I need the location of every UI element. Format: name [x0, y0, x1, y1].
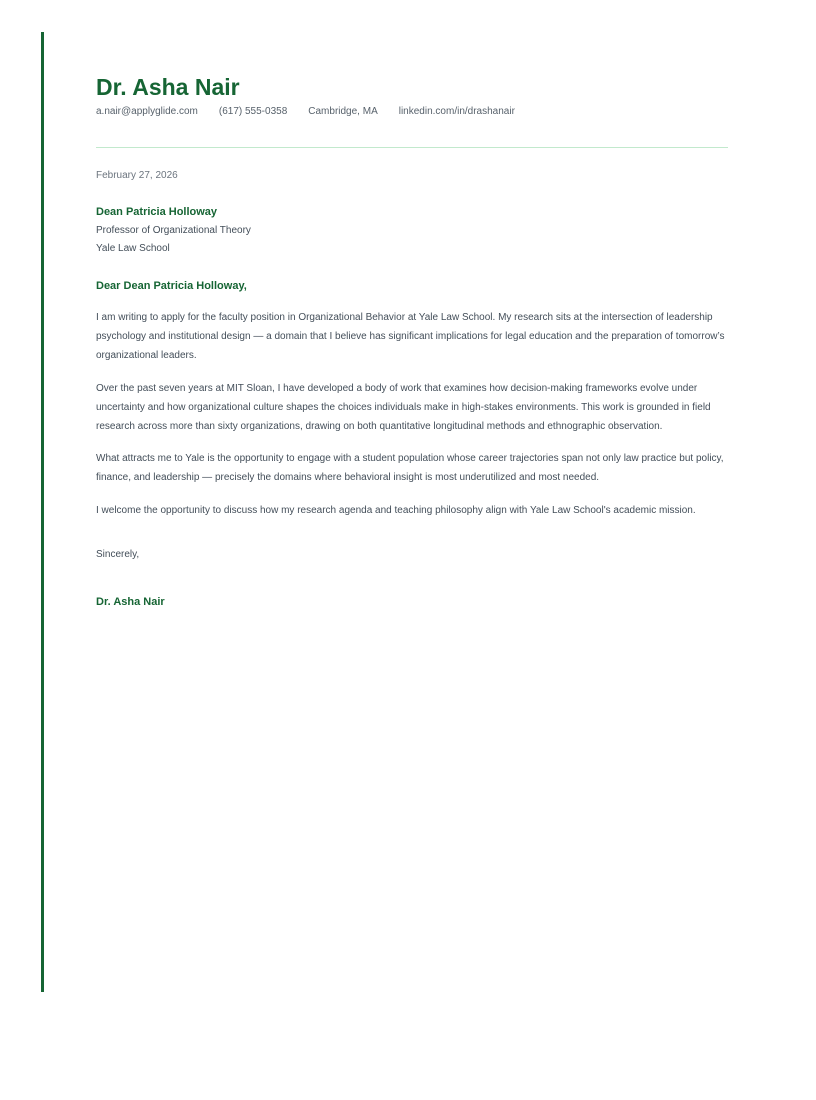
closing: Sincerely, [96, 548, 140, 560]
recipient-block [96, 203, 728, 259]
recipient-name: Dean Patricia Holloway [96, 206, 218, 218]
signature-name: Dr. Asha Nair [96, 595, 165, 608]
body-paragraph-4: I welcome the opportunity to discuss how my research agenda and teaching philosophy align with Yale Law School's academic mission. [96, 504, 696, 516]
salutation: Dear Dean Patricia Holloway, [96, 279, 247, 292]
contact-email: a.nair@applyglide.com [96, 106, 198, 117]
contact-row [96, 105, 728, 119]
contact-linkedin: linkedin.com/in/drashanair [398, 106, 515, 117]
recipient-organization: Yale Law School [96, 243, 170, 254]
page-title: Dr. Asha Nair [96, 74, 240, 100]
body-paragraph-1: I am writing to apply for the faculty position in Organizational Behavior at Yale Law School. My research sits at the intersection of leadership psychology and institutional design — a domain that I believe has significant implications for legal education and the preparation of tomorrow’s organizational leaders. [96, 311, 725, 361]
letter-content [96, 0, 728, 612]
header-divider [96, 147, 728, 148]
recipient-title: Professor of Organizational Theory [96, 224, 251, 236]
letter-date: February 27, 2026 [96, 170, 178, 181]
body-paragraph-3: What attracts me to Yale is the opportunity to engage with a student population whose career trajectories span not only law practice but policy, finance, and leadership — precisely the domains where behavioral insight is most underutilized and most needed. [96, 452, 724, 483]
contact-location: Cambridge, MA [308, 106, 378, 117]
accent-bar [41, 32, 44, 992]
body-paragraph-2: Over the past seven years at MIT Sloan, I have developed a body of work that examines how decision-making frameworks evolve under uncertainty and how organizational culture shapes the choices individuals make in high-stakes environments. This work is grounded in field research across more than sixty organizations, drawing on both quantitative longitudinal methods and ethnographic observation. [96, 382, 711, 432]
contact-phone: (617) 555-0358 [218, 106, 288, 117]
